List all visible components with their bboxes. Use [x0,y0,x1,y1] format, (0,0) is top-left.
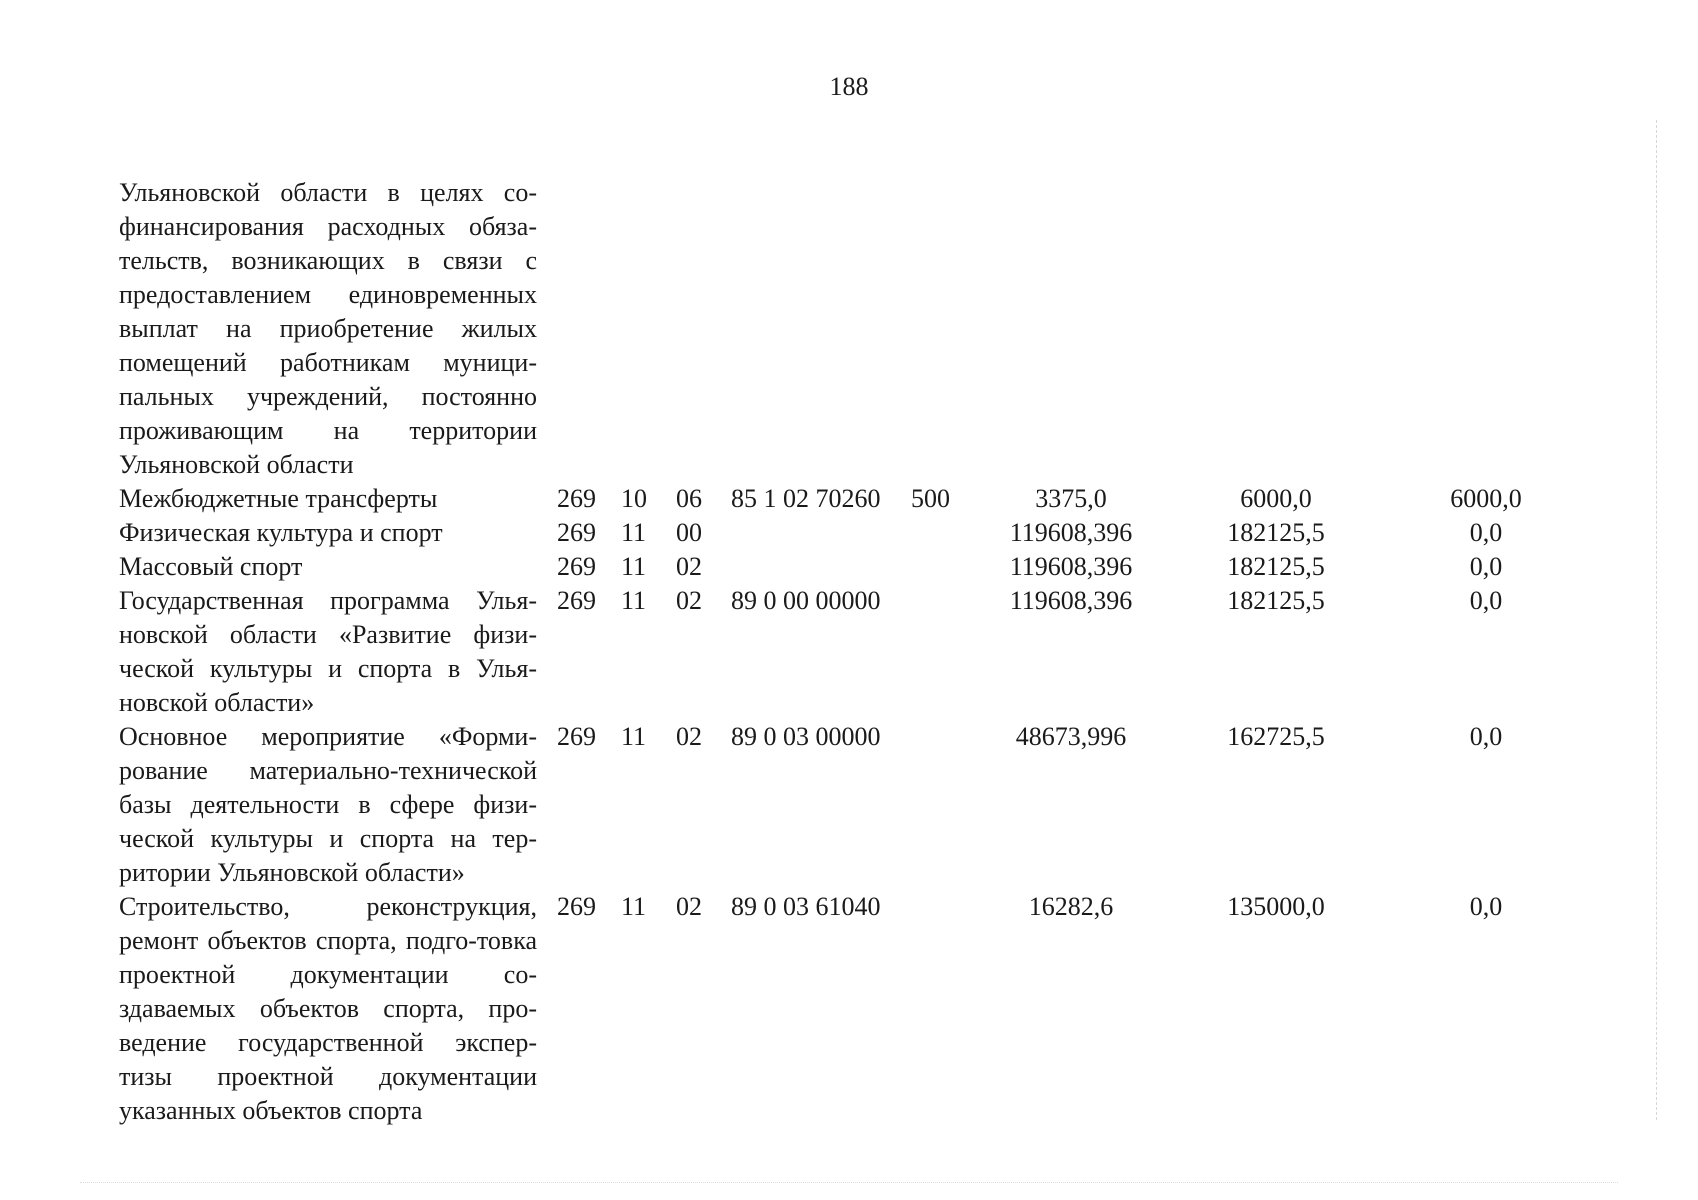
cell-amount-3 [1381,176,1591,482]
cell-amount-1 [971,176,1171,482]
page-number: 188 [829,72,869,101]
cell-vr [911,550,971,584]
cell-amount-2: 182125,5 [1227,586,1325,615]
cell-gr: 269 [557,518,596,547]
row-name: Государственная программа Улья-новской области «Развитие физи-ческой культуры и спорта в Улья-новской области» [119,586,537,717]
row-name: Физическая культура и спорт [119,518,443,547]
cell-vr [911,516,971,550]
cell-csr: 85 1 02 70260 [731,484,881,513]
cell-amount-2: 182125,5 [1227,552,1325,581]
cell-amount-3: 0,0 [1469,892,1503,921]
cell-csr [731,176,911,482]
row-name: Межбюджетные трансферты [119,484,438,513]
cell-amount-2: 182125,5 [1227,518,1325,547]
table-row [119,890,1591,1128]
cell-csr: 89 0 03 00000 [731,722,881,751]
cell-pr: 02 [676,552,702,581]
table-row [119,584,1591,720]
budget-table [119,176,1591,1128]
cell-amount-1: 3375,0 [1035,484,1107,513]
cell-vr [911,720,971,890]
cell-gr: 269 [557,722,596,751]
cell-pr: 02 [676,892,702,921]
row-name: Строительство, реконструкция, ремонт объектов спорта, подго-товка проектной документации со-здаваемых объектов спорта, про-ведение государственной экспер-тизы проектной документации указанных объектов спорта [119,892,537,1125]
cell-csr: 89 0 03 61040 [731,892,881,921]
scan-bottom-artifact [80,1182,1618,1184]
cell-rz: 11 [621,722,647,751]
cell-amount-2: 162725,5 [1227,722,1325,751]
cell-rz: 11 [621,518,647,547]
cell-amount-1: 48673,996 [1015,722,1127,751]
cell-amount-2: 6000,0 [1240,484,1312,513]
cell-gr: 269 [557,484,596,513]
table-row [119,720,1591,890]
cell-pr: 00 [676,518,702,547]
cell-vr: 500 [911,484,950,513]
cell-vr [911,584,971,720]
cell-gr [537,176,621,482]
cell-gr: 269 [557,892,596,921]
cell-rz: 11 [621,586,647,615]
cell-pr: 02 [676,586,702,615]
cell-amount-1: 16282,6 [1028,892,1114,921]
cell-amount-1: 119608,396 [1009,552,1133,581]
cell-gr: 269 [557,586,596,615]
cell-amount-2: 135000,0 [1227,892,1325,921]
cell-rz: 11 [621,552,647,581]
row-name: Основное мероприятие «Форми-рование материально-технической базы деятельности в сфере физи-ческой культуры и спорта на тер-ритории Ульяновской области» [119,722,537,887]
cell-vr [911,890,971,1128]
cell-pr [676,176,731,482]
table-row [119,550,1591,584]
cell-vr [911,176,971,482]
cell-amount-3: 0,0 [1469,552,1503,581]
table-row [119,176,1591,482]
cell-csr [731,516,911,550]
cell-amount-2 [1171,176,1381,482]
table-body [119,176,1591,1128]
cell-amount-3: 0,0 [1469,722,1503,751]
cell-csr: 89 0 00 00000 [731,586,881,615]
cell-gr: 269 [557,552,596,581]
cell-pr: 06 [676,484,702,513]
cell-pr: 02 [676,722,702,751]
table-row [119,482,1591,516]
cell-csr [731,550,911,584]
cell-amount-1: 119608,396 [1009,586,1133,615]
row-name: Массовый спорт [119,552,303,581]
table-row [119,516,1591,550]
cell-amount-3: 0,0 [1469,518,1503,547]
cell-amount-3: 6000,0 [1450,484,1522,513]
cell-rz [621,176,676,482]
scan-edge-artifact [1656,120,1658,1120]
cell-rz: 11 [621,892,647,921]
row-name: Ульяновской области в целях со-финансирования расходных обяза-тельств, возникающих в связи с предоставлением единовременных выплат на приобретение жилых помещений работникам муници-пальных учреждений, постоянно проживающим на территории Ульяновской области [119,178,537,479]
cell-amount-3: 0,0 [1469,586,1503,615]
cell-amount-1: 119608,396 [1009,518,1133,547]
cell-rz: 10 [621,484,647,513]
